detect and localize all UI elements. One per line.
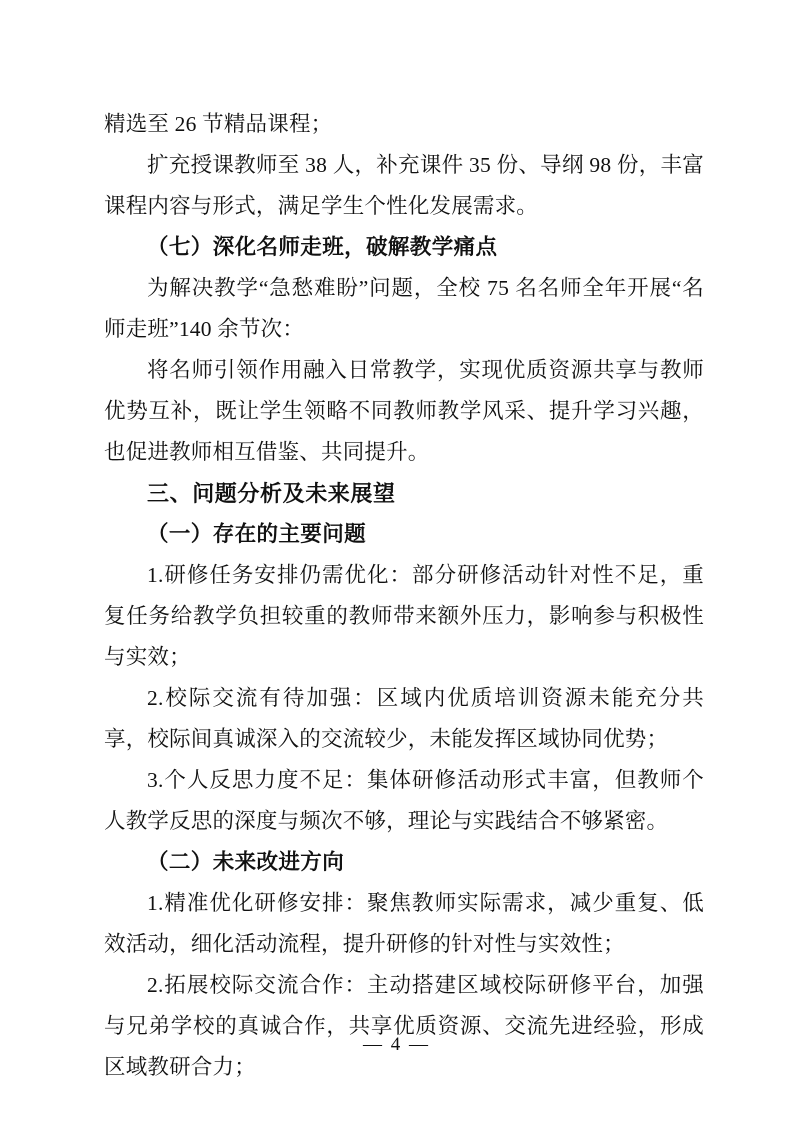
paragraph-problem-one: 1.研修任务安排仍需优化：部分研修活动针对性不足，重复任务给教学负担较重的教师带来额外压力，影响参与积极性与实效； — [104, 563, 704, 669]
heading-part-three: 三、问题分析及未来展望 — [147, 481, 396, 506]
page-number: — 4 — — [363, 1034, 430, 1055]
paragraph-problem-two: 2.校际交流有待加强：区域内优质培训资源未能充分共享，校际间真诚深入的交流较少，未能发挥区域协同优势； — [104, 686, 704, 751]
paragraph-master-teacher-rotation: 为解决教学“急愁难盼”问题，全校 75 名名师全年开展“名师走班”140 余节次： — [104, 276, 704, 341]
paragraph-continued-course-count: 精选至 26 节精品课程； — [104, 112, 333, 136]
paragraph-problem-three: 3.个人反思力度不足：集体研修活动形式丰富，但教师个人教学反思的深度与频次不够，理论与实践结合不够紧密。 — [104, 768, 704, 833]
paragraph-teacher-expansion: 扩充授课教师至 38 人，补充课件 35 份、导纲 98 份，丰富课程内容与形式，满足学生个性化发展需求。 — [104, 153, 704, 218]
document-body — [104, 104, 704, 1088]
heading-section-seven: （七）深化名师走班，破解教学痛点 — [147, 235, 498, 259]
heading-main-problems: （一）存在的主要问题 — [147, 522, 367, 546]
paragraph-improvement-two: 2.拓展校际交流合作：主动搭建区域校际研修平台，加强与兄弟学校的真诚合作，共享优质资源、交流先进经验，形成区域教研合力； — [104, 973, 704, 1079]
paragraph-master-teacher-benefits: 将名师引领作用融入日常教学，实现优质资源共享与教师优势互补，既让学生领略不同教师教学风采、提升学习兴趣，也促进教师相互借鉴、共同提升。 — [104, 358, 704, 464]
heading-future-improvements: （二）未来改进方向 — [147, 850, 345, 874]
paragraph-improvement-one: 1.精准优化研修安排：聚焦教师实际需求，减少重复、低效活动，细化活动流程，提升研修的针对性与实效性； — [104, 891, 704, 956]
